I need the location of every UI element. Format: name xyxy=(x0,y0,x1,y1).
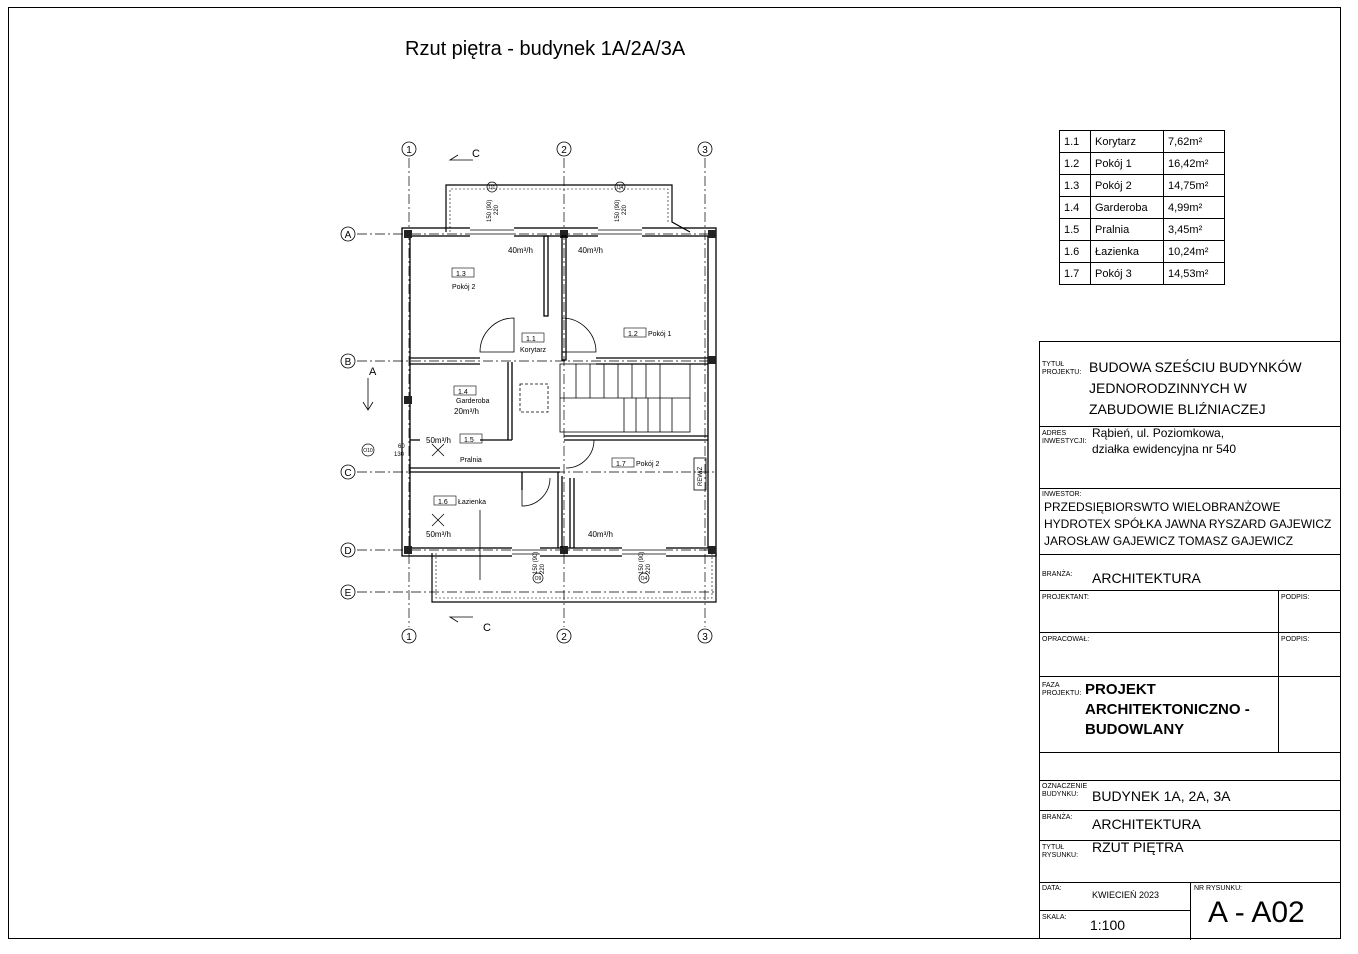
room-name: Korytarz xyxy=(520,347,547,354)
exhaust-fan-pralnia xyxy=(432,444,444,456)
room-number: 1.3 xyxy=(456,271,466,278)
window-label: O10 xyxy=(363,448,373,454)
window-o10-height: 130 xyxy=(394,452,405,458)
podpis-label: PODPIS: xyxy=(1281,636,1310,643)
tytul-label: TYTUŁ PROJEKTU: xyxy=(1042,361,1082,376)
nr-label: NR RYSUNKU: xyxy=(1194,885,1243,892)
axis-label: 3 xyxy=(702,145,708,156)
room-number: 1.6 xyxy=(438,499,448,506)
branza2: ARCHITEKTURA xyxy=(1092,816,1201,832)
table-row: 1.5 Pralnia 3,45m² xyxy=(1060,219,1225,241)
room-schedule-table xyxy=(1059,130,1225,285)
window-dim: 220 xyxy=(494,204,500,215)
balcony-top-hatch xyxy=(450,189,668,232)
window-dim: 220 xyxy=(622,204,628,215)
table-row: 1.6 Łazienka 10,24m² xyxy=(1060,241,1225,263)
vent-rate: 40m³/h xyxy=(578,246,603,255)
table-row: 1.1 Korytarz 7,62m² xyxy=(1060,131,1225,153)
room-name: Łazienka xyxy=(458,499,487,506)
title-block xyxy=(1039,341,1341,939)
section-markers xyxy=(363,155,476,622)
room-name: Pokój 1 xyxy=(648,331,672,338)
project-phase: PROJEKT ARCHITEKTONICZNO - BUDOWLANY xyxy=(1085,681,1250,738)
branza-label: BRANŻA: xyxy=(1042,571,1073,578)
table-row: 1.3 Pokój 2 14,75m² xyxy=(1060,175,1225,197)
podpis-label: PODPIS: xyxy=(1281,594,1310,601)
axis-label: E xyxy=(344,588,352,599)
adres-label: ADRES INWESTYCJI: xyxy=(1042,430,1087,445)
opracowal-label: OPRACOWAŁ: xyxy=(1042,636,1090,643)
window-dim: 150 (90) xyxy=(615,199,621,222)
table-row: 1.4 Garderoba 4,99m² xyxy=(1060,197,1225,219)
oznaczenie-label: OZNACZENIE BUDYNKU: xyxy=(1042,783,1088,798)
address-line-2: działka ewidencyjna nr 540 xyxy=(1092,442,1237,456)
window-label: O4 xyxy=(640,576,648,582)
skala-label: SKALA: xyxy=(1042,914,1067,921)
address-line-1: Rąbień, ul. Poziomkowa, xyxy=(1092,426,1225,440)
room-name: Pralnia xyxy=(460,457,482,464)
faza-label: FAZA PROJEKTU: xyxy=(1042,682,1082,697)
drawing-title: Rzut piętra - budynek 1A/2A/3A xyxy=(405,38,686,60)
table-row: 1.2 Pokój 1 16,42m² xyxy=(1060,153,1225,175)
rewiz-label: REWIZ xyxy=(698,466,704,486)
balcony-bottom-hatch xyxy=(436,553,712,598)
vent-rate: 20m³/h xyxy=(454,407,479,416)
room-number: 1.1 xyxy=(526,336,536,343)
balcony-top xyxy=(446,185,690,232)
room-number: 1.4 xyxy=(458,389,468,396)
axis-label: A xyxy=(344,230,352,241)
attic-hatch xyxy=(520,384,548,412)
axis-label: B xyxy=(344,357,352,368)
building-designation: BUDYNEK 1A, 2A, 3A xyxy=(1092,788,1231,804)
section-a: A xyxy=(369,366,377,378)
axis-label: 2 xyxy=(561,145,567,156)
investor: PRZEDSIĘBIORSWTO WIELOBRANŻOWE HYDROTEX SPÓŁKA JAWNA RYSZARD GAJEWICZ JAROSŁAW GAJEWICZ TOMASZ GAJEWICZ xyxy=(1044,500,1332,548)
exterior-wall-outer xyxy=(402,228,716,556)
room-name: Pokój 2 xyxy=(452,284,476,291)
window-dim: 150 (90) xyxy=(639,551,645,574)
vent-rate: 40m³/h xyxy=(588,530,613,539)
window-label: O9 xyxy=(534,576,542,582)
vent-rate: 50m³/h xyxy=(426,436,451,445)
exterior-wall-inner xyxy=(410,236,708,548)
axis-label: C xyxy=(344,468,352,479)
exhaust-fan-lazienka xyxy=(432,514,444,526)
room-name: Garderoba xyxy=(456,398,490,405)
staircase xyxy=(560,364,690,432)
axis-label: D xyxy=(344,546,352,557)
axis-label: 1 xyxy=(406,632,412,643)
room-number: 1.2 xyxy=(628,331,638,338)
floor-plan xyxy=(330,135,730,650)
window-label: O4 xyxy=(616,185,624,191)
balcony-bottom xyxy=(432,553,716,602)
window-label: O1 xyxy=(488,185,496,191)
axis-label: 1 xyxy=(406,145,412,156)
room-number: 1.7 xyxy=(616,461,626,468)
scale: 1:100 xyxy=(1090,917,1126,933)
window-dim: 150 (90) xyxy=(533,551,539,574)
window-o10-width: 60 xyxy=(398,444,405,450)
vent-rate: 50m³/h xyxy=(426,530,451,539)
branza: ARCHITEKTURA xyxy=(1092,570,1201,586)
interior-walls xyxy=(410,236,708,548)
section-c-bottom: C xyxy=(483,622,491,634)
data-label: DATA: xyxy=(1042,885,1062,892)
inwestor-label: INWESTOR: xyxy=(1042,491,1082,498)
tytul-rys-label: TYTUŁ RYSUNKU: xyxy=(1042,844,1079,859)
window-dim: 220 xyxy=(646,563,652,574)
projektant-label: PROJEKTANT: xyxy=(1042,594,1089,601)
room-number: 1.5 xyxy=(464,437,474,444)
table-row: 1.7 Pokój 3 14,53m² xyxy=(1060,263,1225,285)
drawing-number: A - A02 xyxy=(1208,896,1305,929)
branza2-label: BRANŻA: xyxy=(1042,814,1073,821)
vent-rate: 40m³/h xyxy=(508,246,533,255)
drawing-name: RZUT PIĘTRA xyxy=(1092,839,1184,855)
window-dim: 220 xyxy=(540,563,546,574)
section-c-top: C xyxy=(472,148,480,160)
axis-label: 3 xyxy=(702,632,708,643)
window-dim: 150 (90) xyxy=(487,199,493,222)
project-title: BUDOWA SZEŚCIU BUDYNKÓW JEDNORODZINNYCH W ZABUDOWIE BLIŹNIACZEJ xyxy=(1089,359,1302,417)
axis-label: 2 xyxy=(561,632,567,643)
date: KWIECIEŃ 2023 xyxy=(1092,890,1160,900)
room-name: Pokój 2 xyxy=(636,461,660,468)
